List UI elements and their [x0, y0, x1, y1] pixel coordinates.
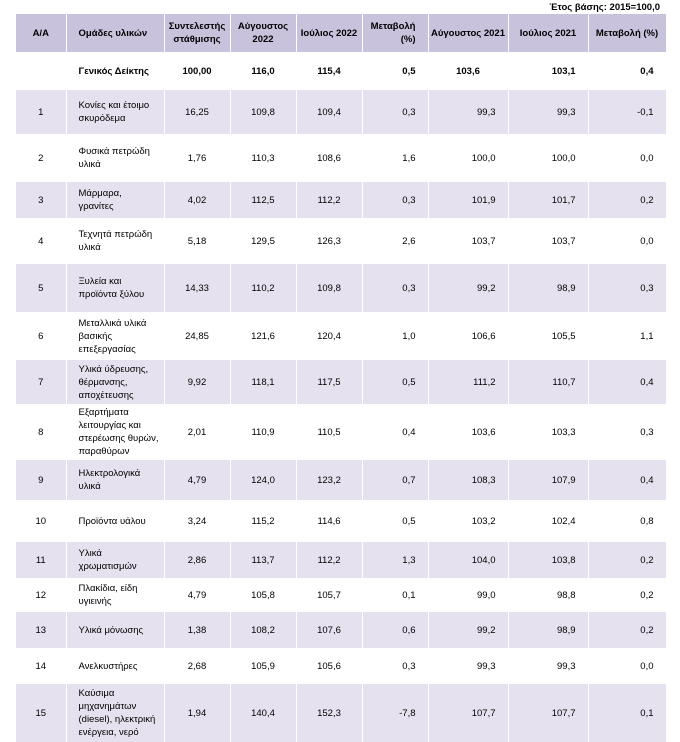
cell-change2021: 0,2 [588, 542, 666, 578]
cell-change2021: 0,4 [588, 360, 666, 404]
cell-aug2022: 113,7 [230, 542, 296, 578]
cell-change2021: 0,2 [588, 578, 666, 612]
cell-change2021: 0,0 [588, 218, 666, 264]
cell-aa: 6 [16, 312, 66, 360]
cell-jul2022: 112,2 [296, 542, 362, 578]
cell-change2021: 0,4 [588, 52, 666, 90]
cell-weight: 3,24 [164, 500, 230, 542]
cell-group: Υλικά μόνωσης [66, 612, 164, 648]
cell-aug2022: 129,5 [230, 218, 296, 264]
table-row [16, 218, 666, 264]
cell-aa: 2 [16, 134, 66, 182]
cell-weight: 16,25 [164, 90, 230, 134]
table-row [16, 542, 666, 578]
cell-aa: 4 [16, 218, 66, 264]
table-header [16, 14, 666, 52]
cell-jul2021: 101,7 [508, 182, 588, 218]
cell-group: Ηλεκτρολογικά υλικά [66, 460, 164, 500]
table-row [16, 312, 666, 360]
cell-jul2022: 117,5 [296, 360, 362, 404]
cell-aug2021: 107,7 [428, 684, 508, 742]
header-group: Ομάδες υλικών [66, 14, 164, 52]
cell-change2022: 1,0 [362, 312, 428, 360]
cell-aug2022: 124,0 [230, 460, 296, 500]
cell-aug2022: 112,5 [230, 182, 296, 218]
cell-weight: 1,94 [164, 684, 230, 742]
cell-aa: 5 [16, 264, 66, 312]
cell-group: Τεχνητά πετρώδη υλικά [66, 218, 164, 264]
table-row [16, 578, 666, 612]
cell-jul2022: 109,4 [296, 90, 362, 134]
cell-group: Ξυλεία και προϊόντα ξύλου [66, 264, 164, 312]
cell-aug2022: 110,3 [230, 134, 296, 182]
cell-change2022: 0,3 [362, 182, 428, 218]
cell-aug2021: 103,6 [428, 52, 508, 90]
cell-change2022: -7,8 [362, 684, 428, 742]
cell-change2022: 2,6 [362, 218, 428, 264]
cell-jul2022: 105,7 [296, 578, 362, 612]
cell-weight: 5,18 [164, 218, 230, 264]
cell-weight: 2,86 [164, 542, 230, 578]
cell-aug2022: 140,4 [230, 684, 296, 742]
cell-aug2022: 110,2 [230, 264, 296, 312]
cell-aa [16, 52, 66, 90]
cell-group: Κονίες και έτοιμο σκυρόδεμα [66, 90, 164, 134]
cell-aa: 3 [16, 182, 66, 218]
cell-jul2021: 107,7 [508, 684, 588, 742]
cell-aug2022: 109,8 [230, 90, 296, 134]
table-row [16, 90, 666, 134]
cell-aug2022: 110,9 [230, 404, 296, 460]
cell-jul2022: 107,6 [296, 612, 362, 648]
cell-weight: 9,92 [164, 360, 230, 404]
cell-aa: 8 [16, 404, 66, 460]
cell-change2021: 0,0 [588, 134, 666, 182]
cell-jul2021: 103,8 [508, 542, 588, 578]
cell-jul2022: 105,6 [296, 648, 362, 684]
cell-change2022: 0,7 [362, 460, 428, 500]
cell-jul2021: 103,1 [508, 52, 588, 90]
base-year-note: Έτος βάσης: 2015=100,0 [549, 2, 660, 13]
cell-group: Γενικός Δείκτης [66, 52, 164, 90]
cell-aug2021: 99,3 [428, 90, 508, 134]
cell-aug2022: 116,0 [230, 52, 296, 90]
cell-group: Υλικά ύδρευσης, θέρμανσης, αποχέτευσης [66, 360, 164, 404]
cell-group: Μάρμαρα, γρανίτες [66, 182, 164, 218]
cell-aug2021: 106,6 [428, 312, 508, 360]
cell-change2022: 1,6 [362, 134, 428, 182]
cell-change2022: 0,5 [362, 52, 428, 90]
cell-jul2022: 109,8 [296, 264, 362, 312]
cell-aug2021: 100,0 [428, 134, 508, 182]
table-row [16, 648, 666, 684]
cell-group: Μεταλλικά υλικά βασικής επεξεργασίας [66, 312, 164, 360]
cell-aa: 12 [16, 578, 66, 612]
cell-aug2021: 99,2 [428, 612, 508, 648]
cell-change2022: 0,3 [362, 648, 428, 684]
cell-aa: 15 [16, 684, 66, 742]
cell-jul2022: 110,5 [296, 404, 362, 460]
cell-aug2021: 104,0 [428, 542, 508, 578]
cell-change2021: 0,8 [588, 500, 666, 542]
cell-jul2022: 108,6 [296, 134, 362, 182]
cell-aug2022: 121,6 [230, 312, 296, 360]
cell-aug2021: 99,2 [428, 264, 508, 312]
cell-aa: 7 [16, 360, 66, 404]
cell-change2022: 0,3 [362, 264, 428, 312]
header-aug2021: Αύγουστος 2021 [428, 14, 508, 52]
cell-change2022: 1,3 [362, 542, 428, 578]
cell-aug2022: 105,8 [230, 578, 296, 612]
cell-jul2021: 99,3 [508, 648, 588, 684]
table-row [16, 264, 666, 312]
cell-change2021: -0,1 [588, 90, 666, 134]
cell-weight: 1,76 [164, 134, 230, 182]
cell-group: Πλακίδια, είδη υγιεινής [66, 578, 164, 612]
cell-change2021: 0,1 [588, 684, 666, 742]
cell-jul2021: 98,8 [508, 578, 588, 612]
cell-jul2021: 98,9 [508, 264, 588, 312]
cell-aug2021: 111,2 [428, 360, 508, 404]
header-weight: Συντελεστής στάθμισης [164, 14, 230, 52]
cell-jul2021: 100,0 [508, 134, 588, 182]
cell-aa: 13 [16, 612, 66, 648]
cell-jul2022: 126,3 [296, 218, 362, 264]
table-row [16, 134, 666, 182]
cell-aug2022: 105,9 [230, 648, 296, 684]
cell-change2022: 0,4 [362, 404, 428, 460]
cell-aug2021: 103,6 [428, 404, 508, 460]
cell-aug2021: 108,3 [428, 460, 508, 500]
table-row [16, 360, 666, 404]
cell-change2022: 0,5 [362, 360, 428, 404]
table-row [16, 404, 666, 460]
header-row [16, 14, 666, 52]
table-row [16, 460, 666, 500]
table-row [16, 500, 666, 542]
cell-jul2021: 98,9 [508, 612, 588, 648]
cell-change2021: 0,2 [588, 182, 666, 218]
header-jul2021: Ιούλιος 2021 [508, 14, 588, 52]
cell-aa: 9 [16, 460, 66, 500]
cell-weight: 1,38 [164, 612, 230, 648]
cell-aug2021: 99,0 [428, 578, 508, 612]
table-body [16, 52, 666, 742]
cell-jul2021: 107,9 [508, 460, 588, 500]
cell-jul2022: 112,2 [296, 182, 362, 218]
table-row [16, 182, 666, 218]
cell-change2022: 0,5 [362, 500, 428, 542]
cell-weight: 100,00 [164, 52, 230, 90]
cell-group: Ανελκυστήρες [66, 648, 164, 684]
cell-aug2022: 115,2 [230, 500, 296, 542]
cell-jul2022: 123,2 [296, 460, 362, 500]
header-aug2022: Αύγουστος 2022 [230, 14, 296, 52]
cell-aa: 14 [16, 648, 66, 684]
cell-change2021: 1,1 [588, 312, 666, 360]
cell-aug2021: 99,3 [428, 648, 508, 684]
cell-group: Εξαρτήματα λειτουργίας και στερέωσης θυρών, παραθύρων [66, 404, 164, 460]
cell-change2021: 0,3 [588, 264, 666, 312]
cell-weight: 2,01 [164, 404, 230, 460]
cell-jul2021: 103,7 [508, 218, 588, 264]
header-jul2022: Ιούλιος 2022 [296, 14, 362, 52]
header-change2022: Μεταβολή (%) [362, 14, 428, 52]
cell-aa: 11 [16, 542, 66, 578]
header-aa: Α/Α [16, 14, 66, 52]
cell-weight: 4,02 [164, 182, 230, 218]
cell-group: Προϊόντα υάλου [66, 500, 164, 542]
cell-jul2022: 152,3 [296, 684, 362, 742]
cell-change2022: 0,6 [362, 612, 428, 648]
cell-aa: 10 [16, 500, 66, 542]
cell-weight: 14,33 [164, 264, 230, 312]
cell-weight: 24,85 [164, 312, 230, 360]
cell-jul2021: 110,7 [508, 360, 588, 404]
cell-change2021: 0,3 [588, 404, 666, 460]
cell-change2021: 0,0 [588, 648, 666, 684]
price-index-table [16, 14, 667, 742]
cell-aug2021: 103,7 [428, 218, 508, 264]
cell-change2022: 0,3 [362, 90, 428, 134]
cell-change2021: 0,2 [588, 612, 666, 648]
cell-aa: 1 [16, 90, 66, 134]
cell-change2021: 0,4 [588, 460, 666, 500]
cell-weight: 2,68 [164, 648, 230, 684]
table-row [16, 684, 666, 742]
cell-weight: 4,79 [164, 460, 230, 500]
cell-aug2022: 108,2 [230, 612, 296, 648]
cell-weight: 4,79 [164, 578, 230, 612]
cell-group: Καύσιμα μηχανημάτων (diesel), ηλεκτρική ενέργεια, νερό [66, 684, 164, 742]
cell-change2022: 0,1 [362, 578, 428, 612]
cell-jul2021: 105,5 [508, 312, 588, 360]
cell-jul2021: 103,3 [508, 404, 588, 460]
cell-jul2022: 120,4 [296, 312, 362, 360]
table-row [16, 612, 666, 648]
cell-jul2021: 99,3 [508, 90, 588, 134]
cell-group: Υλικά χρωματισμών [66, 542, 164, 578]
cell-group: Φυσικά πετρώδη υλικά [66, 134, 164, 182]
cell-jul2021: 102,4 [508, 500, 588, 542]
header-change2021: Μεταβολή (%) [588, 14, 666, 52]
cell-jul2022: 115,4 [296, 52, 362, 90]
cell-aug2021: 101,9 [428, 182, 508, 218]
cell-aug2021: 103,2 [428, 500, 508, 542]
cell-jul2022: 114,6 [296, 500, 362, 542]
cell-aug2022: 118,1 [230, 360, 296, 404]
general-index-row [16, 52, 666, 90]
